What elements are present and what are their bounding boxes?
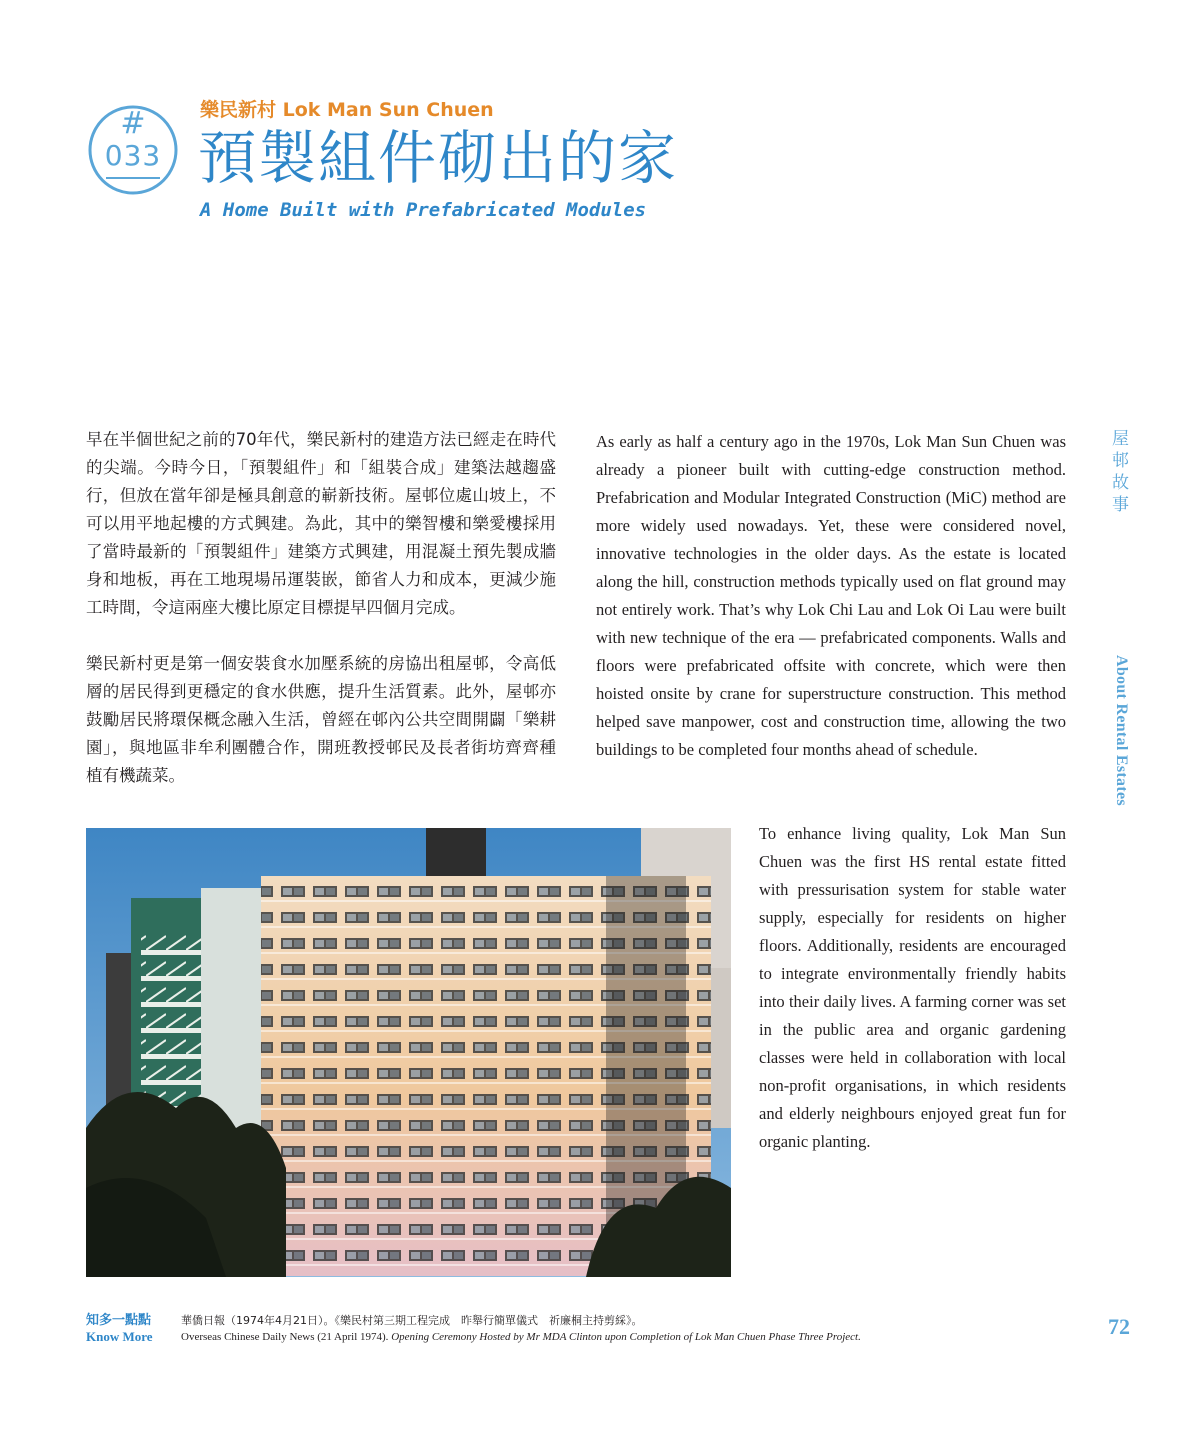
chinese-body — [86, 426, 556, 818]
english-body-2 — [759, 820, 1066, 1156]
zh-paragraph-2: 樂民新村更是第一個安裝食水加壓系統的房協出租屋邨，令高低層的居民得到更穩定的食水供應，提升生活質素。此外，屋邨亦鼓勵居民將環保概念融入生活，曾經在邨內公共空間開闢「樂耕園」，與地區非牟利團體合作，開班教授邨民及長者街坊齊齊種植有機蔬菜。 — [86, 654, 556, 785]
building-photo-illustration — [86, 828, 731, 1277]
estate-photo — [86, 828, 731, 1277]
section-label-english: About Rental Estates — [1113, 655, 1130, 806]
know-more-zh: 知多一點點 — [86, 1313, 152, 1328]
zh-paragraph-1: 早在半個世紀之前的70年代，樂民新村的建造方法已經走在時代的尖端。今時今日，「預製組件」和「組裝合成」建築法越趨盛行，但放在當年卻是極具創意的嶄新技術。屋邨位處山坡上，不可以用平地起樓的方式興建。為此，其中的樂智樓和樂愛樓採用了當時最新的「預製組件」建築方式興建，用混凝土預先製成牆身和地板，再在工地現場吊運裝嵌，節省人力和成本，更減少施工時間，令這兩座大樓比原定目標提早四個月完成。 — [86, 430, 556, 617]
badge-number: 033 — [104, 139, 162, 172]
estate-name: 樂民新村 Lok Man Sun Chuen — [200, 99, 494, 121]
citation-en — [181, 1329, 1081, 1345]
issue-badge — [86, 103, 180, 197]
citation-zh: 華僑日報（1974年4月21日）。《樂民村第三期工程完成 昨舉行簡單儀式 祈廉桐主持剪綵》。 — [181, 1314, 643, 1327]
en-paragraph-1: As early as half a century ago in the 1970s, Lok Man Sun Chuen was already a pioneer built with cutting-edge construction method. Prefabrication and Modular Integrated Construction (MiC) method are more widely used nowadays. Yet, these were considered novel, innovative technologies in the older days. As the estate is located along the hill, construction methods typically used on flat ground may not entirely work. That’s why Lok Chi Lau and Lok Oi Lau were built with new technique of the era — prefabricated components. Walls and floors were prefabricated offsite with concrete, which were then hoisted onsite by crane for superstructure construction. This method helped save manpower, cost and construction time, allowing the two buildings to be completed four months ahead of schedule. — [596, 432, 1066, 759]
citation-en-title: Opening Ceremony Hosted by Mr MDA Clinton upon Completion of Lok Man Chuen Phase Three Project. — [391, 1331, 861, 1343]
badge-hash: # — [120, 106, 146, 141]
citation-en-prefix: Overseas Chinese Daily News (21 April 1974). — [181, 1331, 392, 1343]
source-citation — [181, 1313, 1081, 1345]
know-more-en: Know More — [86, 1329, 153, 1344]
title-english: A Home Built with Prefabricated Modules — [200, 199, 647, 221]
english-body-1 — [596, 428, 1066, 764]
title-chinese: 預製組件砌出的家 — [198, 124, 679, 192]
section-label-chinese: 屋邨故事 — [1112, 429, 1129, 515]
page-number: 72 — [1108, 1314, 1130, 1339]
en-paragraph-2: To enhance living quality, Lok Man Sun Chuen was the first HS rental estate fitted with pressurisation system for stable water supply, especially for residents on higher floors. Additionally, residents are encouraged to integrate environmentally friendly habits into their daily lives. A farming corner was set in the public area and organic gardening classes were held in collaboration with local non-profit organisations, in which residents and elderly neighbours enjoyed great fun for organic planting. — [759, 824, 1066, 1151]
know-more-label — [86, 1313, 153, 1345]
section-tab — [1112, 428, 1140, 516]
article-header — [86, 95, 786, 235]
